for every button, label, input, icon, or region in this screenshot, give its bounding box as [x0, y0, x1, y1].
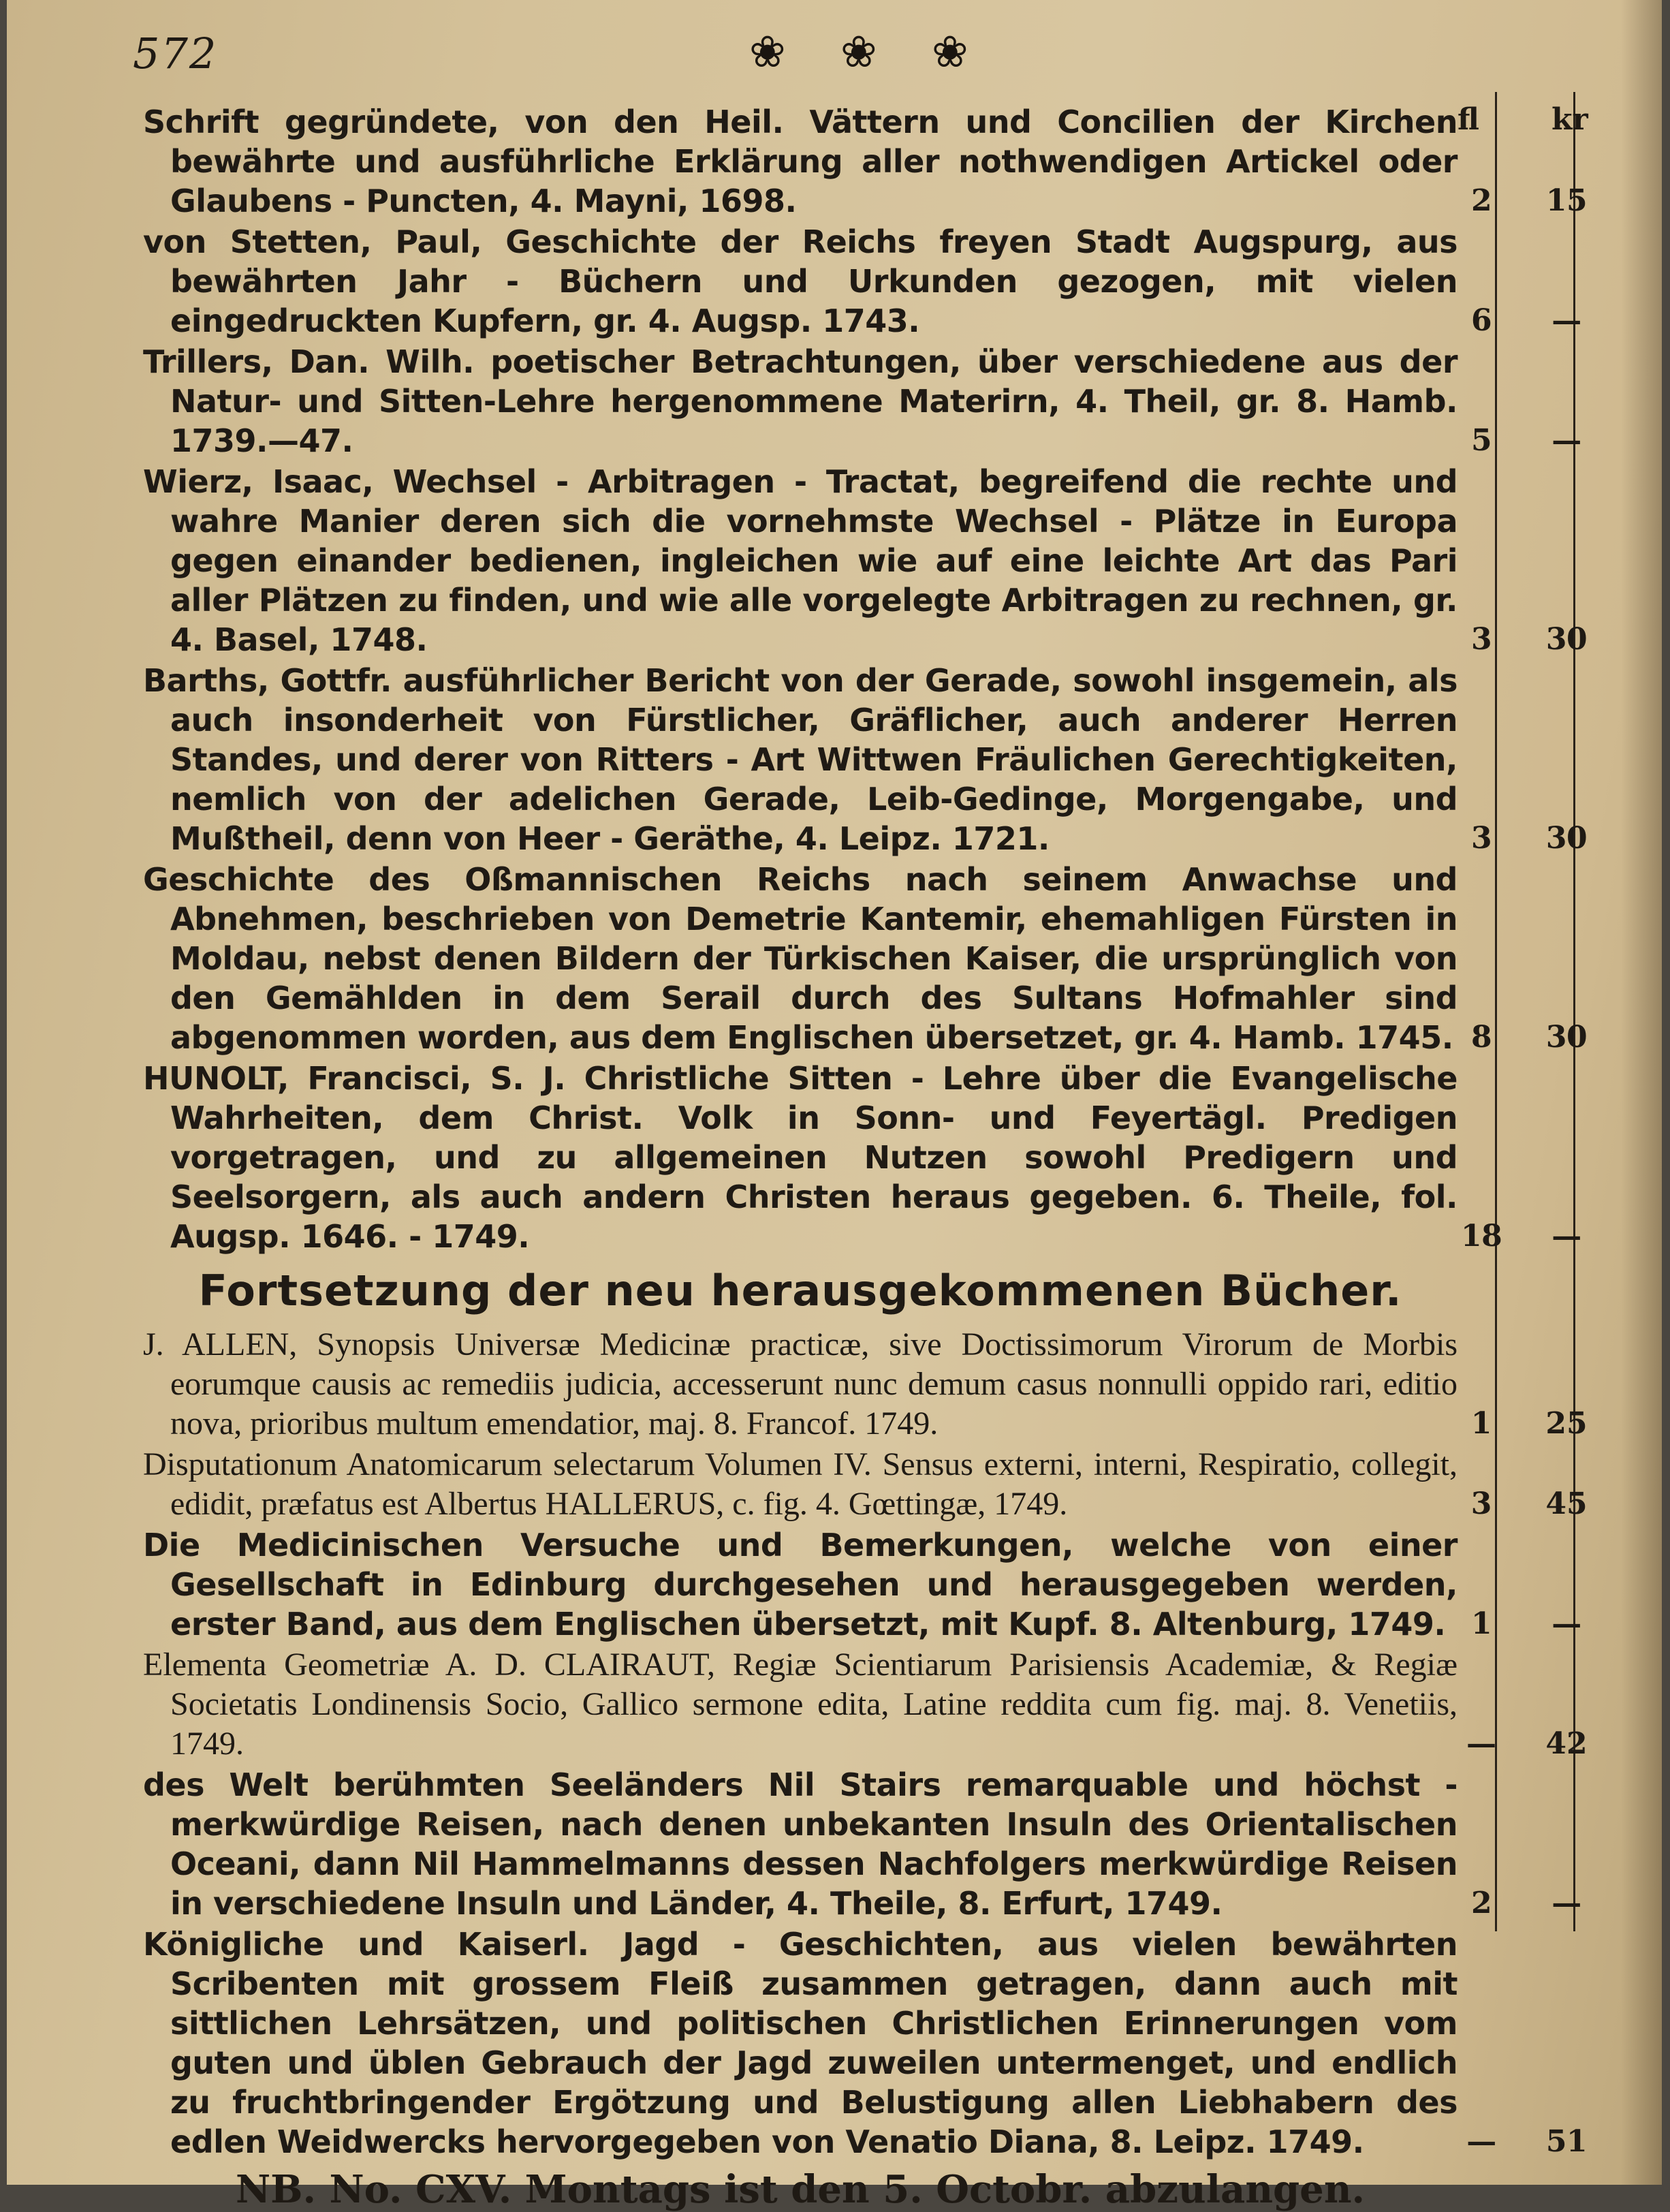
book-entry-text: Königliche und Kaiserl. Jagd - Geschichten, aus vielen bewährten Scribenten mit grossem Fleiß zusammen getragen, dann auch mit sittlichen Lehrsätzen, und politischen Christlichen Erinnerungen vom guten und üblen Gebrauch der Jagd zuweilen untermenget, und endlich zu fruchtbringender Ergötzung und Belustigung allen Liebhabern des edlen Weidwercks hervorgegeben von Venatio Diana, 8. Leipz. 1749.	[143, 1926, 1458, 2160]
book-entry	[143, 222, 1581, 341]
price-florin: 3	[1470, 821, 1492, 856]
column-header-fl: fl	[1458, 102, 1479, 137]
price-kreuzer: 15	[1545, 183, 1588, 218]
book-entry-text: Geschichte des Oßmannischen Reichs nach seinem Anwachse und Abnehmen, beschrieben von Demetrie Kantemir, ehemahligen Fürsten in Moldau, nebst denen Bildern der Türkischen Kaiser, die ursprünglich von den Gemählden in dem Serail durch des Sultans Hofmahler sind abgenommen worden, aus dem Englischen übersetzet, gr. 4. Hamb. 1745.	[143, 861, 1458, 1056]
price-kreuzer: —	[1551, 1219, 1581, 1253]
column-header-kr: kr	[1551, 102, 1588, 137]
price-column-rule-right	[1573, 92, 1575, 1931]
book-entry	[143, 1925, 1588, 2162]
book-entry-text: Barths, Gottfr. ausführlicher Bericht von der Gerade, sowohl insgemein, als auch insonderheit von Fürstlicher, Gräflicher, auch anderer Herren Standes, und derer von Ritters - Art Wittwen Fräulichen Gerechtigkeiten, nemlich von der adelichen Gerade, Leib-Gedinge, Morgengabe, und Mußtheil, denn von Heer - Geräthe, 4. Leipz. 1721.	[143, 662, 1458, 857]
page-number: 572	[133, 29, 218, 78]
book-entry	[143, 1525, 1581, 1644]
price-kreuzer: 45	[1545, 1486, 1588, 1521]
book-entry	[143, 1059, 1581, 1256]
book-entry-text: Elementa Geometriæ A. D. CLAIRAUT, Regiæ Scientiarum Parisiensis Academiæ, & Regiæ Societatis Londinensis Socio, Gallico sermone edita, Latine reddita cum fig. maj. 8. Venetiis, 1749.	[143, 1647, 1458, 1762]
header-ornament: ❀ ❀ ❀	[749, 27, 989, 78]
book-entry-text: Wierz, Isaac, Wechsel - Arbitragen - Tractat, begreifend die rechte und wahre Manier deren sich die vornehmste Wechsel - Plätze in Europa gegen einander bedienen, ingleichen wie auf eine leichte Art das Pari aller Plätzen zu finden, und wie alle vorgelegte Arbitragen zu rechnen, gr. 4. Basel, 1748.	[143, 463, 1458, 658]
footer-note: NB. No. CXV. Montags ist den 5. Octobr. abzulangen.	[235, 2167, 1366, 2212]
price-florin: 1	[1470, 1406, 1492, 1441]
book-entry-text: von Stetten, Paul, Geschichte der Reichs freyen Stadt Augspurg, aus bewährten Jahr - Büchern und Urkunden gezogen, mit vielen eingedruckten Kupfern, gr. 4. Augsp. 1743.	[143, 223, 1458, 339]
book-entry-text: Disputationum Anatomicarum selectarum Volumen IV. Sensus externi, interni, Respiratio, collegit, edidit, præfatus est Albertus HALLERUS, c. fig. 4. Gœttingæ, 1749.	[143, 1446, 1458, 1522]
price-kreuzer: 30	[1545, 821, 1588, 856]
price-florin: 1	[1470, 1606, 1492, 1641]
price-florin: 3	[1470, 622, 1492, 657]
price-florin: 2	[1470, 1886, 1492, 1920]
price-kreuzer: —	[1551, 303, 1581, 338]
book-entry	[143, 860, 1588, 1057]
price-florin: 3	[1470, 1486, 1492, 1521]
book-entry-text: Schrift gegründete, von den Heil. Vättern und Concilien der Kirchen bewährte und ausführliche Erklärung aller nothwendigen Artickel oder Glaubens - Puncten, 4. Mayni, 1698.	[143, 104, 1458, 219]
price-florin: —	[1466, 1726, 1496, 1761]
book-entry	[143, 462, 1588, 659]
price-kreuzer: 42	[1545, 1726, 1588, 1761]
price-florin: 5	[1470, 423, 1492, 458]
book-entry	[143, 1645, 1588, 1764]
price-florin: —	[1466, 2124, 1496, 2159]
book-entry	[143, 342, 1581, 461]
price-florin: 8	[1470, 1020, 1492, 1055]
entries-after-list	[143, 1325, 1588, 2162]
price-kreuzer: 25	[1545, 1406, 1588, 1441]
book-entry	[143, 661, 1588, 858]
book-page	[7, 0, 1662, 2212]
book-entry	[143, 1445, 1588, 1524]
price-florin: 18	[1461, 1219, 1502, 1253]
price-kreuzer: —	[1551, 1886, 1581, 1920]
price-kreuzer: 30	[1545, 1020, 1588, 1055]
price-kreuzer: 51	[1545, 2124, 1588, 2159]
price-kreuzer: 30	[1545, 622, 1588, 657]
price-florin: 6	[1470, 303, 1492, 338]
price-kreuzer: —	[1551, 423, 1581, 458]
price-kreuzer: —	[1551, 1606, 1581, 1641]
book-entry-text: Die Medicinischen Versuche und Bemerkungen, welche von einer Gesellschaft in Edinburg durchgesehen und herausgegeben werden, erster Band, aus dem Englischen übersetzt, mit Kupf. 8. Altenburg, 1749.	[143, 1527, 1458, 1642]
book-entry-text: Trillers, Dan. Wilh. poetischer Betrachtungen, über verschiedene aus der Natur- und Sitten-Lehre hergenommene Materirn, 4. Theil, gr. 8. Hamb. 1739.—47.	[143, 343, 1458, 459]
price-column-rule-left	[1495, 92, 1497, 1931]
book-entry	[143, 1765, 1581, 1923]
book-entry-text: J. ALLEN, Synopsis Universæ Medicinæ practicæ, sive Doctissimorum Virorum de Morbis eorumque causis ac remediis judicia, accesserunt nunc demum casus nonnulli oppido rari, editio nova, prioribus multum emendatior, maj. 8. Francof. 1749.	[143, 1326, 1458, 1442]
book-entry	[143, 1325, 1588, 1444]
book-entry-text: HUNOLT, Francisci, S. J. Christliche Sitten - Lehre über die Evangelische Wahrheiten, dem Christ. Volk in Sonn- und Feyertägl. Predigen vorgetragen, und zu allgemeinen Nutzen sowohl Predigern und Seelsorgern, als auch andern Christen heraus gegeben. 6. Theile, fol. Augsp. 1646. - 1749.	[143, 1060, 1458, 1255]
book-entry-text: des Welt berühmten Seeländers Nil Stairs remarquable und höchst - merkwürdige Reisen, nach denen unbekanten Insuln des Orientalischen Oceani, dann Nil Hammelmanns dessen Nachfolgers merkwürdige Reisen in verschiedene Insuln und Länder, 4. Theile, 8. Erfurt, 1749.	[143, 1766, 1458, 1922]
section-heading: Fortsetzung der neu herausgekommenen Bücher.	[198, 1266, 1402, 1315]
price-florin: 2	[1470, 183, 1492, 218]
